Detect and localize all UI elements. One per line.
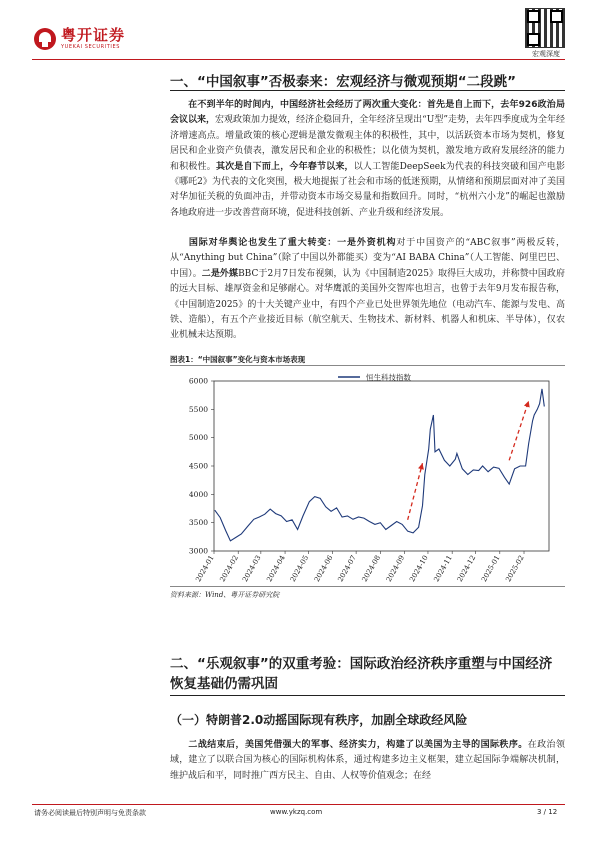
paragraph-bold: 其次是自下而上，今年春节以来，	[215, 161, 354, 172]
section-1-divider	[170, 90, 565, 91]
x-tick-label: 2024-02	[218, 554, 240, 584]
y-tick-label: 3000	[188, 546, 208, 556]
annotation-arrow-head	[524, 401, 530, 408]
x-tick-label: 2024-06	[312, 554, 335, 584]
page-header	[0, 0, 595, 62]
x-tick-label: 2024-11	[432, 554, 454, 584]
paragraph-international-opinion	[170, 236, 565, 344]
annotation-arrows	[408, 401, 530, 520]
paragraph-text: 对于中国资产的“ABC叙事”两极反转，从“Anything but China”（除了中国以外都能买）变为“AI BABA China”（人工智能、阿里巴巴、中国）。	[170, 238, 565, 279]
y-axis	[189, 377, 214, 556]
x-tick-label: 2024-09	[384, 554, 407, 584]
x-axis	[194, 551, 525, 583]
subsection-1-title: （一）特朗普2.0动摇国际现有秩序，加剧全球政经风险	[170, 713, 468, 727]
legend-label: 恒生科技指数	[366, 373, 411, 382]
footer-page-number: 3 / 12	[537, 808, 558, 816]
footer-disclaimer: 请务必阅读最后特别声明与免责条款	[34, 809, 146, 817]
x-tick-label: 2024-05	[288, 554, 311, 584]
figure-title: 图表1：“中国叙事”变化与资本市场表现	[170, 355, 306, 364]
paragraph-domestic-change	[170, 98, 565, 221]
paragraph-text: 宏观政策加力提效，经济企稳回升，全年经济呈现出“U型”走势，去年四季度成为全年经济增速高点。增量政策的核心逻辑是激发微观主体的积极性，其中，以活跃资本市场为契机，修复居民和企业资产负债表，激发居民和企业的积极性；以化债为契机，激发地方政府发展经济的能力和积极性。	[170, 115, 565, 172]
x-tick-label: 2025-01	[480, 554, 502, 584]
footer-website: www.ykzq.com	[270, 808, 323, 816]
paragraph-bold: 二战结束后，美国凭借强大的军事、经济实力，构建了以美国为主导的国际秩序。	[188, 740, 528, 750]
annotation-arrow-line	[408, 463, 423, 520]
x-tick-label: 2024-10	[408, 554, 430, 584]
qr-code-icon	[525, 8, 565, 48]
x-tick-label: 2024-12	[455, 554, 478, 584]
x-tick-label: 2024-01	[194, 554, 216, 584]
brand-logo-icon	[34, 28, 56, 50]
figure-bottom-rule	[170, 586, 565, 587]
chart-legend	[338, 372, 411, 382]
x-tick-label: 2024-03	[241, 554, 263, 584]
paragraph-text: 在政治领域，建立了以联合国为核心的国际机构体系，通过构建多边主义框架，建立起国际争端解决机制，维护战后和平，同时推广西方民主、自由、人权等价值观念；在经	[170, 740, 565, 781]
annotation-arrow-line	[509, 401, 529, 461]
x-tick-label: 2025-02	[504, 554, 526, 584]
y-tick-label: 4000	[188, 489, 208, 499]
series-line-hstech	[215, 389, 545, 541]
plot-frame	[214, 381, 549, 551]
x-tick-label: 2024-04	[265, 554, 287, 584]
paragraph-postwar-order	[170, 738, 565, 784]
hstech-line-chart	[170, 368, 565, 584]
header-divider	[32, 59, 565, 60]
x-tick-label: 2024-08	[360, 554, 383, 584]
paragraph-text: 以人工智能DeepSeek为代表的科技突破和国产电影《哪吒2》为代表的文化突围，极大地提振了社会和市场的低迷预期，从情绪和预期层面对冲了美国对华加征关税的负面冲击，并带动资本市场交易量和指数回升。同时，“杭州六小龙”的崛起也激励各地政府进一步改善营商环境，促进科技创新、产业升级和经济发展。	[170, 161, 565, 218]
brand-name-cn: 粤开证券	[61, 26, 126, 44]
x-tick-label: 2024-07	[336, 554, 358, 584]
brand-name-en: YUEKAI SECURITIES	[61, 44, 121, 50]
footer-divider	[32, 804, 565, 805]
y-tick-label: 3500	[188, 518, 208, 528]
paragraph-bold: 二是外媒	[201, 268, 239, 279]
paragraph-bold: 国际对华舆论也发生了重大转变：一是外资机构	[188, 238, 397, 248]
section-1-title: 一、“中国叙事”否极泰来：宏观经济与微观预期“二段跳”	[170, 74, 516, 90]
section-2-divider	[170, 695, 565, 696]
y-tick-label: 4500	[188, 461, 208, 471]
report-category: 宏观深度	[532, 50, 560, 58]
paragraph-text: BBC于2月7日发布视频，认为《中国制造2025》取得巨大成功，并称赞中国政府的远大目标、雄厚资金和足够耐心。对华鹰派的美国外交智库也坦言，也曾于去年9月发布报告称，《中国制造2025》的十大关键产业中，有四个产业已处世界领先地位（电动汽车、能源与发电、高铁、造船），有五个产业接近目标（航空航天、生物技术、新材料、机器人和机床、半导体），仅农业机械未达预期。	[170, 268, 565, 341]
brand-logo	[34, 28, 125, 50]
y-tick-label: 5000	[188, 433, 208, 443]
figure-source: 资料来源：Wind、粤开证券研究院	[170, 591, 280, 599]
annotation-arrow-head	[418, 463, 424, 470]
section-2-title: 二、“乐观叙事”的双重考验：国际政治经济秩序重塑与中国经济恢复基础仍需巩固	[170, 656, 553, 692]
y-tick-label: 6000	[188, 376, 208, 386]
figure-top-rule	[170, 365, 565, 366]
y-tick-label: 5500	[188, 404, 208, 414]
paragraph-bold: 在不到半年的时间内，中国经济社会经历了两次重大变化：首先是自上而下，去年926政治局会议以来，	[170, 100, 565, 126]
